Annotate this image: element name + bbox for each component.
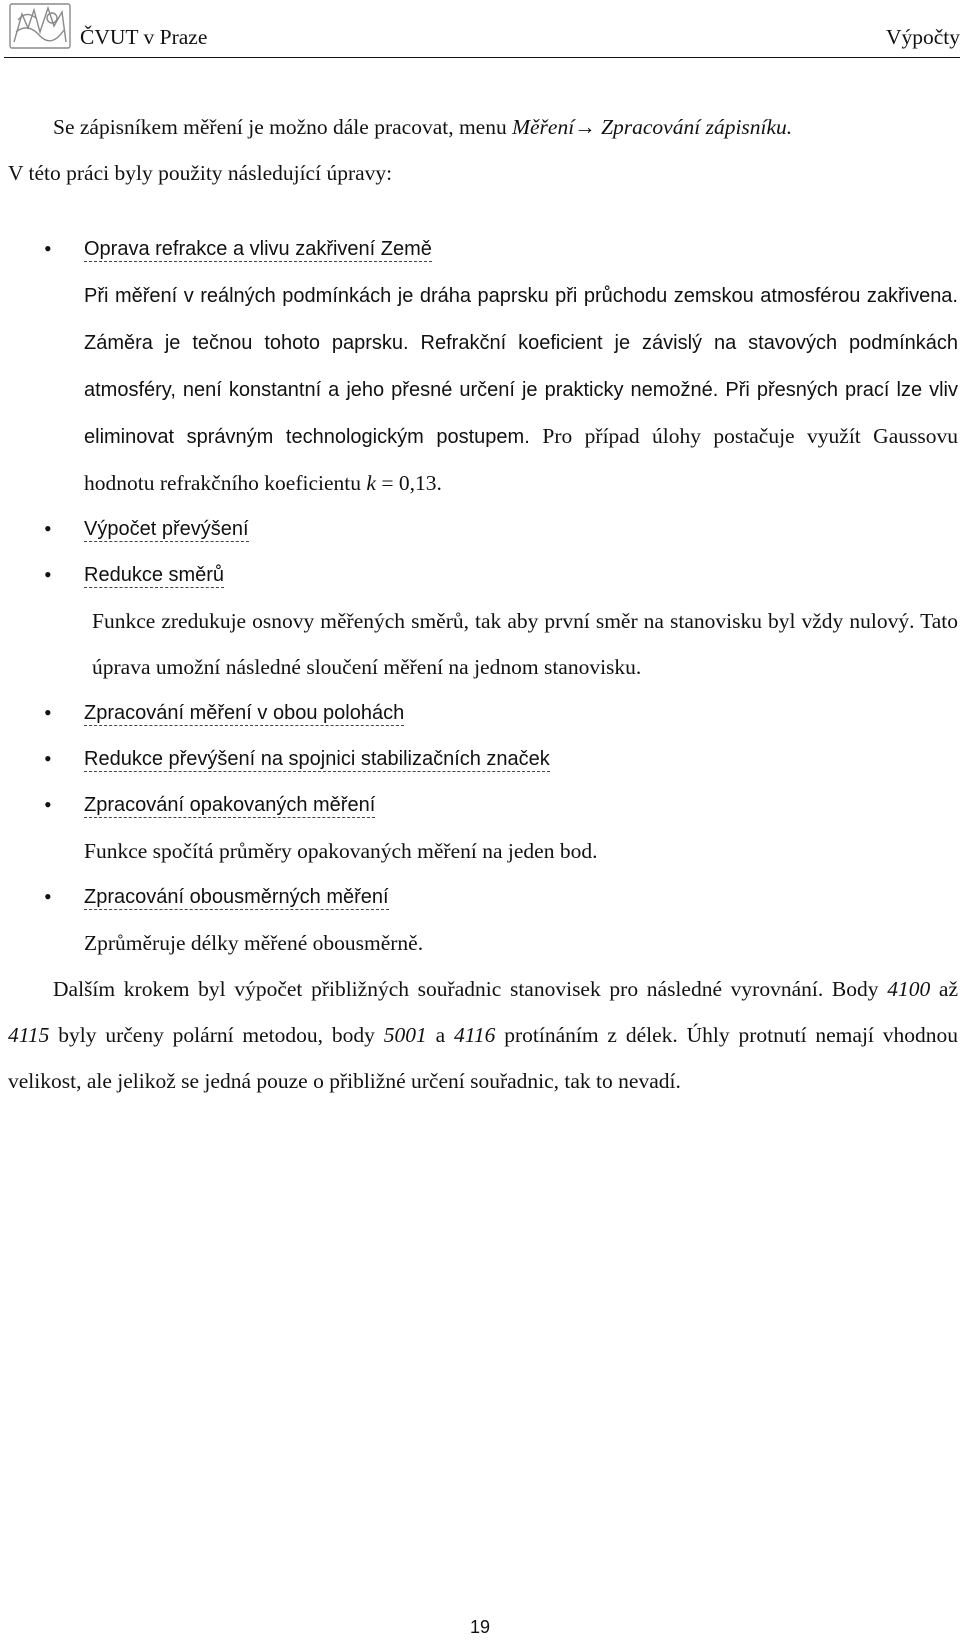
item-text: Funkce zredukuje osnovy měřených směrů, tak aby první směr na stanovisku byl vždy nulový. Tato úprava umožní následné sloučení měření na jednom stanovisku. [92,609,958,679]
university-logo-icon [8,2,72,50]
point-id: 4116 [453,1023,496,1047]
closing-paragraph: Dalším krokem byl výpočet přibližných souřadnic stanovisek pro následné vyrovnání. Body 4100 až 4115 byly určeny polární metodou, body 5001 a 4116 protínáním z délek. Úhly protnutí nemají vhodnou velikost, ale jelikož se jedná pouze o přibližné určení souřadnic, tak to nevadí. [8,977,958,1093]
menu-path: Měření→ Zpracování zápisníku. [512,115,793,139]
item-title: Redukce směrů [84,564,225,586]
point-id: 4115 [8,1023,50,1047]
list-item [8,782,958,874]
list-item [8,690,958,736]
bullet: • [44,516,52,541]
list-item [8,552,958,690]
list-item [8,226,958,506]
bullet: • [44,700,52,725]
list-item [8,874,958,966]
list-item [8,506,958,552]
item-title: Oprava refrakce a vlivu zakřivení Země [84,238,432,260]
page-number: 19 [469,1617,491,1637]
bullet: • [44,746,52,771]
point-id: 4100 [887,977,931,1001]
item-text: Funkce spočítá průměry opakovaných měření na jeden bod. [84,839,598,863]
adjustments-list [8,226,958,966]
item-title: Zpracování měření v obou polohách [84,702,405,724]
item-title: Zpracování obousměrných měření [84,886,389,908]
bullet: • [44,562,52,587]
intro-paragraph [8,104,958,150]
header-university: ČVUT v Praze [80,25,208,49]
page-body [8,104,958,1104]
point-id: 5001 [383,1023,427,1047]
bullet: • [44,884,52,909]
intro-text: Se zápisníkem měření je možno dále pracovat, menu [53,115,513,139]
item-text: Zprůměruje délky měřené obousměrně. [84,931,424,955]
bullet: • [44,792,52,817]
page-header [4,0,960,58]
item-title: Výpočet převýšení [84,518,249,540]
intro-line-2: V této práci byly použity následující úpravy: [8,161,393,185]
item-title: Redukce převýšení na spojnici stabilizačních značek [84,748,550,770]
item-title: Zpracování opakovaných měření [84,794,376,816]
header-chapter: Výpočty [885,25,960,49]
item-text: Při měření v reálných podmínkách je dráha paprsku při průchodu zemskou atmosférou zakřivena. Záměra je tečnou tohoto paprsku. Refrakční koeficient je závislý na stavových podmínkách atmosféry, není konstantní a jeho přesné určení je prakticky nemožné. Při přesných prací lze vliv eliminovat správným technologickým postupem. Pro případ úlohy postačuje využít Gaussovu hodnotu refrakčního koeficientu k = 0,13. [84,285,958,495]
list-item [8,736,958,782]
k-symbol: k [366,471,376,495]
bullet: • [44,236,52,261]
